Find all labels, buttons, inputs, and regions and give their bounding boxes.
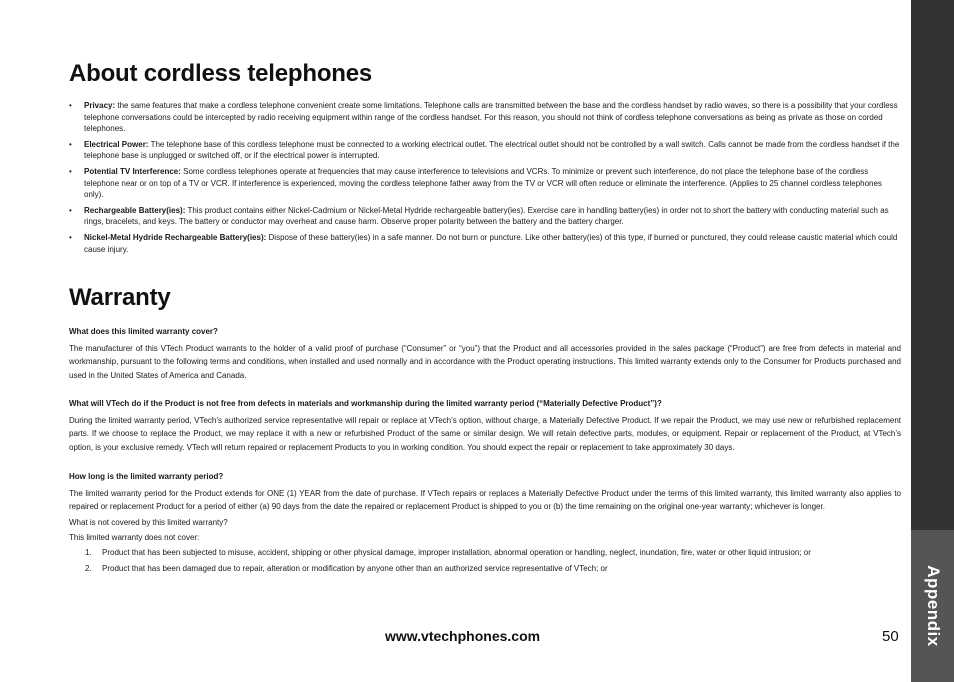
bullet-rechargeable-battery [69,205,901,228]
warranty-not-covered-intro: This limited warranty does not cover: [69,533,200,542]
list-item-text: Product that has been subjected to misuse, accident, shipping or other physical damage, improper installation, abnormal operation or handling, neglect, inundation, fire, water or other liquid intrusion; or [102,547,811,557]
bullet-label: Privacy: [84,101,116,110]
bullet-tv-interference [69,166,901,201]
bullet-text: The telephone base of this cordless telephone must be connected to a working electrical outlet. The electrical outlet should not be controlled by a wall switch. Calls cannot be made from the cordless handset if the telephone base is unplugged or switched off, or if the electrical power is interrupted. [84,139,900,161]
warranty-exclusion-list [69,547,901,577]
warranty-heading-defects: What will VTech do if the Product is not free from defects in materials and workmanship during the limited warranty period (“Materially Defective Product”)? [69,399,662,408]
list-item-number: 2. [85,564,92,574]
list-item-number: 1. [85,547,92,557]
bullet-dot: • [69,166,72,176]
page-number: 50 [882,628,899,645]
bullet-nimh-battery [69,232,901,255]
bullet-dot: • [69,139,72,149]
bullet-text: Dispose of these battery(ies) in a safe manner. Do not burn or puncture. Like other battery(ies) of this type, if burned or punctured, they could release caustic material which could cause injury. [84,232,898,254]
bullet-electrical-power [69,139,901,162]
bullet-text: Some cordless telephones operate at frequencies that may cause interference to televisions and VCRs. To minimize or prevent such interference, do not place the telephone base of the cordless telephone near or on top of a TV or VCR. If interference is experienced, moving the cordless telephone father away from the TV or VCR will often reduce or eliminate the interference. (Applies to 25 channel cordless telephones only). [84,166,882,200]
bullet-privacy [69,100,901,135]
bullet-dot: • [69,232,72,242]
bullet-label: Rechargeable Battery(ies): [84,205,186,215]
bullet-text: the same features that make a cordless telephone convenient create some limitations. Telephone calls are transmitted between the base and the cordless handset by radio waves, so there is a possibility that your cordless telephone conversations could be intercepted by radio receiving equipment within range of the cordless handset. For this reason, you should not think of cordless telephone conversations as being as private as those on corded telephones. [84,101,898,134]
list-item [69,547,901,560]
appendix-tab-label: Appendix [923,565,943,647]
warranty-paragraph-coverage: The manufacturer of this VTech Product warrants to the holder of a valid proof of purchase (“Consumer” or “you”) that the Product and all accessories provided in the sales package (“Product”) are free from defects in material and workmanship, pursuant to the following terms and conditions, when installed and used normally and in accordance with the Product operating instructions. This limited warranty extends only to the Consumer for Products purchased and used in the United States of America and Canada. [69,343,901,380]
warranty-paragraph-defects: During the limited warranty period, VTech’s authorized service representative will repair or replace at VTech’s option, without charge, a Materially Defective Product. If we repair the Product, we may use new or refurbished replacement parts. If we choose to replace the Product, we may replace it with a new or refurbished Product of the same or similar design. We will retain defective parts, modules, or equipment. Repair or replacement of the Product, at VTech’s option, is your exclusive remedy. VTech will return repaired or replacement Products to you in working condition. You should expect the repair or replacement to take approximately 30 days. [69,415,901,452]
appendix-tab [911,530,954,682]
footer-website-link[interactable]: www.vtechphones.com [385,628,541,644]
bullet-dot: • [69,205,72,215]
warranty-not-covered-question: What is not covered by this limited warranty? [69,517,228,527]
warranty-paragraph-period: The limited warranty period for the Product extends for ONE (1) YEAR from the date of purchase. If VTech repairs or replaces a Materially Defective Product under the terms of this limited warranty, this limited warranty also applies to repaired or replacement Product for a period of either (a) 90 days from the date the repaired or replacement Product is shipped to you or (b) the time remaining on the original one-year warranty; whichever is longer. [69,488,901,511]
bullet-dot: • [69,101,72,110]
bullet-text: This product contains either Nickel-Cadmium or Nickel-Metal Hydride rechargeable battery(ies). Exercise care in handling battery(ies) in order not to short the battery with conducting material such as rings, bracelets, and keys. The battery or conductor may overheat and cause harm. Observe proper polarity between the battery and the battery charger. [84,205,889,227]
list-item-text: Product that has been damaged due to repair, alteration or modification by anyone other than an authorized service representative of VTech; or [102,564,608,574]
warranty-heading-period: How long is the limited warranty period? [69,472,224,481]
bullet-label: Electrical Power: [84,139,149,149]
bullet-label: Nickel-Metal Hydride Rechargeable Battery(ies): [84,232,267,242]
warranty-title: Warranty [69,284,171,311]
about-cordless-title: About cordless telephones [69,60,373,87]
list-item [69,563,901,576]
warranty-heading-coverage: What does this limited warranty cover? [69,327,218,336]
bullet-label: Potential TV Interference: [84,166,181,176]
warranty-body [69,325,901,578]
about-bullet-list [69,100,901,259]
